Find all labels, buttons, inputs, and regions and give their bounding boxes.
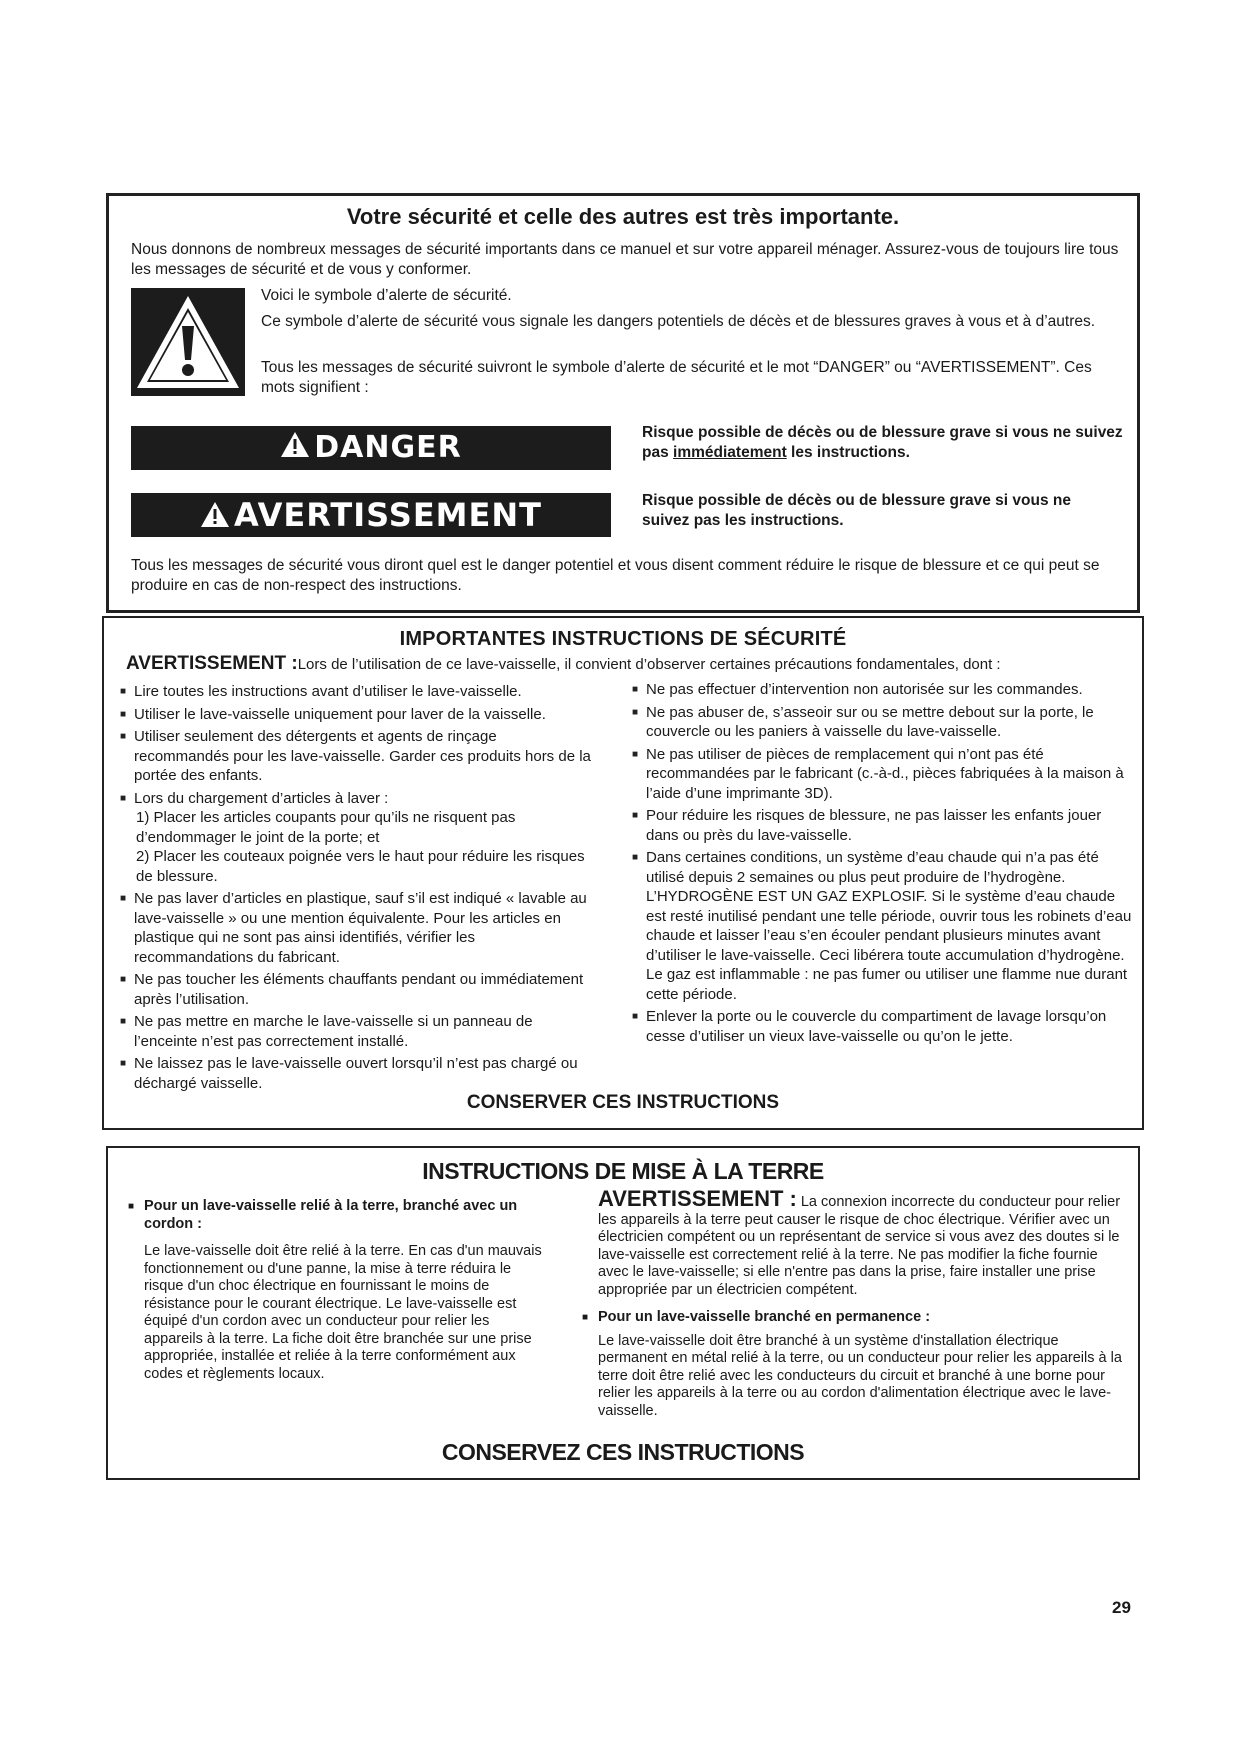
avertissement-label: AVERTISSEMENT <box>234 496 542 534</box>
list-item: ■ Utiliser seulement des détergents et agents de rinçage recommandés pour les lave-vaisselle. Garder ces produits hors de la portée des enfants. <box>120 727 594 786</box>
important-left-list <box>120 682 594 1096</box>
danger-desc-part2: les instructions. <box>791 444 910 461</box>
safety-closing-text: Tous les messages de sécurité vous diront quel est le danger potentiel et vous disent comment réduire le risque de blessure et ce qui peut se produire en cas de non-respect des instructions. <box>131 557 1100 594</box>
symbol-line: Voici le symbole d’alerte de sécurité. <box>261 287 512 304</box>
list-item: ■ Pour réduire les risques de blessure, ne pas laisser les enfants jouer dans ou près du lave-vaisselle. <box>632 806 1132 845</box>
grounding-warning-keyword: AVERTISSEMENT : <box>598 1186 797 1211</box>
safety-intro-box <box>106 193 1140 613</box>
list-item-loading <box>120 789 594 887</box>
list-item: ■ Dans certaines conditions, un système d’eau chaude qui n’a pas été utilisé depuis 2 semaines ou plus peut produire de l’hydrogène. L’HYDROGÈNE EST UN GAZ EXPLOSIF. Si le système d’eau chaude est resté inutilisé pendant une telle période, ouvrir tous les robinets d’eau chaude et laisser l’eau s’en écouler pendant plusieurs minutes avant d’utiliser le lave-vaisselle. Ceci libérera toute accumulation d’hydrogène. Le gaz est inflammable : ne pas fumer ou utiliser une flamme nue durant cette période. <box>632 848 1132 1004</box>
grounding-left-column <box>128 1198 548 1383</box>
list-item: ■ Ne pas laver d’articles en plastique, sauf s’il est indiqué « lavable au lave-vaisselle » ou une mention équivalente. Pour les articles en plastique qui ne sont pas ainsi identifiés, vérifier les recommandations du fabricant. <box>120 889 594 967</box>
grounding-right-heading: ■ Pour un lave-vaisselle branché en permanence : <box>582 1309 1122 1327</box>
warning-triangle-icon <box>131 288 245 396</box>
list-item: ■ Ne laissez pas le lave-vaisselle ouvert lorsqu’il n’est pas chargé ou déchargé vaisselle. <box>120 1054 594 1093</box>
avertissement-desc: Risque possible de décès ou de blessure grave si vous ne suivez pas les instructions. <box>642 492 1071 529</box>
danger-desc <box>642 423 1132 463</box>
save-instructions-heading: CONSERVER CES INSTRUCTIONS <box>466 1092 780 1113</box>
important-warning-text: Lors de l’utilisation de ce lave-vaisselle, il convient d’observer certaines précautions fondamentales, dont : <box>297 656 1001 673</box>
list-item: ■ Ne pas utiliser de pièces de remplacement qui n’ont pas été recommandées par le fabricant (c.-à-d., pièces fabriquées à la maison à l’aide d’une imprimante 3D). <box>632 745 1132 804</box>
danger-desc-emphasis: immédiatement <box>673 444 787 461</box>
loading-sub-2: 2) Placer les couteaux poignée vers le haut pour réduire les risques de blessure. <box>136 848 585 885</box>
follow-desc: Tous les messages de sécurité suivront le symbole d’alerte de sécurité et le mot “DANGER” ou “AVERTISSEMENT”. Ces mots signifient : <box>261 359 1092 396</box>
important-instructions-box <box>102 616 1144 1130</box>
important-warning-line <box>126 653 1001 675</box>
grounding-warning <box>598 1186 1122 1299</box>
grounding-instructions-box <box>106 1146 1140 1480</box>
avertissement-triangle-icon <box>200 495 230 539</box>
loading-sub-1: 1) Placer les articles coupants pour qu’ils ne risquent pas d’endommager le joint de la porte; et <box>136 809 516 846</box>
grounding-left-heading: ■ Pour un lave-vaisselle relié à la terre, branché avec un cordon : <box>128 1198 548 1233</box>
symbol-desc: Ce symbole d’alerte de sécurité vous signale les dangers potentiels de décès et de blessures graves à vous et à d’autres. <box>261 313 1096 330</box>
grounding-right-column <box>582 1186 1122 1420</box>
danger-banner <box>131 426 611 470</box>
grounding-warning-text: La connexion incorrecte du conducteur pour relier les appareils à la terre peut causer le risque de choc électrique. Vérifier avec un électricien compétent ou un représentant de service si vous avez des doutes si le lave-vaisselle est correctement relié à la terre. Ne pas modifier la fiche fournie avec le lave-vaisselle; si elle n'entre pas dans la prise, faire installer une prise appropriée par un électricien compétent. <box>598 1194 1121 1298</box>
grounding-title: INSTRUCTIONS DE MISE À LA TERRE <box>422 1158 824 1184</box>
list-item: ■ Utiliser le lave-vaisselle uniquement pour laver de la vaisselle. <box>120 705 594 725</box>
grounding-left-body: Le lave-vaisselle doit être relié à la terre. En cas d'un mauvais fonctionnement ou d'une panne, la mise à terre réduira le risque d'un choc électrique en fournissant le moins de résistance pour le courant électrique. Le lave-vaisselle est équipé d'un cordon avec un conducteur pour relier les appareils à la terre. La fiche doit être branchée sur une prise appropriée, installée et reliée à la terre conformément aux codes et règlements locaux. <box>144 1243 542 1382</box>
list-item: ■ Enlever la porte ou le couvercle du compartiment de lavage lorsqu’on cesse d’utiliser un vieux lave-vaisselle ou qu’on le jette. <box>632 1007 1132 1046</box>
important-warning-keyword: AVERTISSEMENT : <box>126 653 298 674</box>
important-right-list <box>632 680 1132 1049</box>
list-item: ■ Ne pas abuser de, s’asseoir sur ou se mettre debout sur la porte, le couvercle ou les paniers à vaisselle du lave-vaisselle. <box>632 703 1132 742</box>
grounding-right-body: Le lave-vaisselle doit être branché à un système d'installation électrique permanent en métal relié à la terre, ou un conducteur pour relier les appareils à la terre doit être relié avec les conducteurs du circuit et branché à une borne pour relier les appareils à la terre ou au cordon d'alimentation électrique avec le lave-vaisselle. <box>598 1332 1122 1419</box>
safety-intro-text: Nous donnons de nombreux messages de sécurité importants dans ce manuel et sur votre appareil ménager. Assurez-vous de toujours lire tous les messages de sécurité et de vous y conformer. <box>131 241 1119 278</box>
list-item: ■ Ne pas mettre en marche le lave-vaisselle si un panneau de l’enceinte n’est pas correctement installé. <box>120 1012 594 1051</box>
list-item: ■ Ne pas effectuer d’intervention non autorisée sur les commandes. <box>632 680 1132 700</box>
danger-triangle-icon <box>280 427 310 471</box>
important-title: IMPORTANTES INSTRUCTIONS DE SÉCURITÉ <box>399 628 847 650</box>
danger-label: DANGER <box>314 430 462 465</box>
save-grounding-heading: CONSERVEZ CES INSTRUCTIONS <box>441 1439 805 1465</box>
loading-item-text: Lors du chargement d’articles à laver : <box>134 789 389 807</box>
danger-desc-part1: Risque possible de décès ou de blessure grave si vous ne suivez pas <box>642 424 1123 461</box>
avertissement-banner <box>131 493 611 537</box>
list-item: ■ Lire toutes les instructions avant d’utiliser le lave-vaisselle. <box>120 682 594 702</box>
safety-title: Votre sécurité et celle des autres est très importante. <box>346 204 900 229</box>
page-number: 29 <box>1112 1598 1131 1617</box>
list-item: ■ Ne pas toucher les éléments chauffants pendant ou immédiatement après l’utilisation. <box>120 970 594 1009</box>
